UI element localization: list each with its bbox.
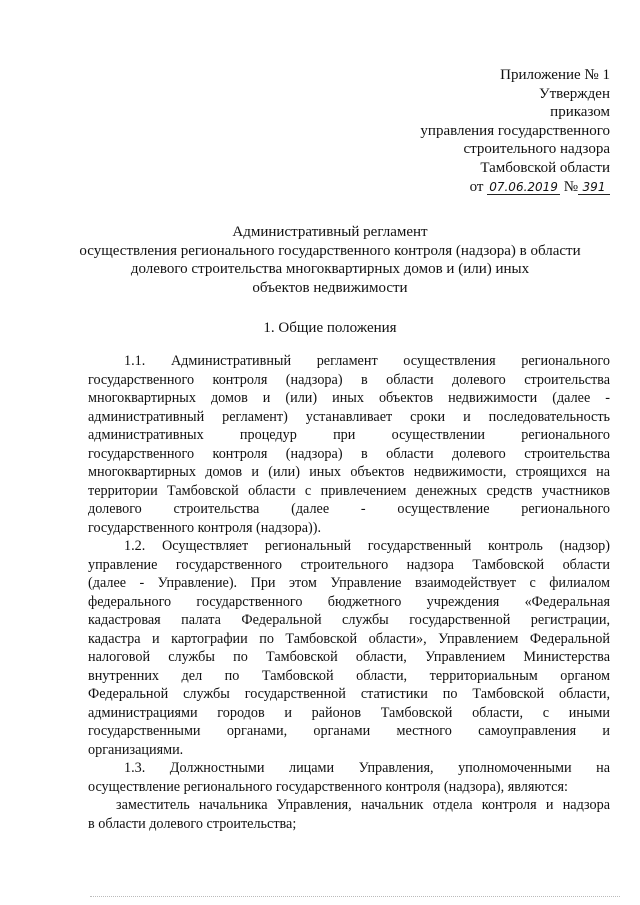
document-body — [88, 352, 610, 833]
paragraph-1-3 — [88, 759, 610, 796]
text-line: администрациями городов и районов Тамбовской области, с иными — [88, 704, 610, 721]
text-line: территории Тамбовской области с привлечением денежных средств участников — [88, 482, 610, 499]
authority-line-1: управления государственного — [420, 122, 610, 139]
text-line: многоквартирных домов и (или) иных объектов недвижимости, строящихся на — [88, 464, 610, 480]
number-label: № — [563, 178, 578, 195]
from-label: от — [469, 178, 484, 195]
text-line: в области долевого строительства; — [88, 815, 297, 832]
order-label: приказом — [550, 104, 610, 121]
text-line: управление государственного строительного надзора Тамбовской области — [88, 556, 610, 573]
text-line: внутренних дел по Тамбовской области, территориальным органом — [88, 667, 610, 684]
text-line: многоквартирных домов и (или) иных объектов недвижимости (далее - — [88, 390, 610, 406]
text-line: кадастровая палата Федеральной службы государственной регистрации, — [88, 612, 610, 628]
text-line: долевого строительства (далее - осуществление регионального — [88, 501, 610, 517]
title-line: осуществления регионального государственного контроля (надзора) в области — [79, 242, 581, 259]
text-line: 1.2. Осуществляет региональный государственный контроль (надзор) — [124, 538, 610, 554]
text-line: государственными органами, органами местного самоуправления и — [88, 723, 610, 739]
text-line: 1.1. Административный регламент осуществления регионального — [124, 353, 610, 369]
text-line: 1.3. Должностными лицами Управления, уполномоченными на — [124, 760, 610, 776]
text-line: налоговой службы по Тамбовской области, Управлением Министерства — [88, 649, 610, 665]
document-title — [60, 223, 600, 297]
text-line: (далее - Управление). При этом Управление взаимодействует с филиалом — [88, 575, 610, 591]
text-line: Федеральной службы государственной статистики по Тамбовской области, — [88, 686, 610, 702]
text-line: федерального государственного бюджетного учреждения «Федеральная — [88, 593, 610, 610]
text-line: административный регламент) устанавливает сроки и последовательность — [88, 408, 610, 425]
text-line: организациями. — [88, 741, 184, 758]
approved-label: Утвержден — [538, 85, 610, 102]
title-line: Административный регламент — [232, 224, 428, 240]
text-line: осуществление регионального государственного контроля (надзора), являются: — [88, 778, 568, 795]
title-line: долевого строительства многоквартирных домов и (или) иных — [130, 261, 530, 278]
text-line: кадастра и картографии по Тамбовской области», Управлением Федеральной — [88, 630, 610, 647]
order-date-number — [420, 178, 610, 197]
handwritten-date: 07.06.2019 — [489, 179, 558, 194]
approval-block — [420, 66, 610, 196]
text-line: государственного контроля (надзора)). — [88, 519, 322, 536]
text-line: административных процедур при осуществлении регионального — [88, 427, 610, 443]
authority-line-2: строительного надзора — [463, 141, 610, 158]
text-line: заместитель начальника Управления, начальник отдела контроля и надзора — [116, 797, 610, 813]
title-line: объектов недвижимости — [252, 279, 408, 296]
handwritten-number: 391 — [578, 180, 610, 195]
text-line: государственного контроля (надзора) в области долевого строительства — [88, 445, 610, 462]
appendix-label: Приложение № 1 — [500, 67, 610, 83]
section-heading: 1. Общие положения — [263, 320, 397, 336]
paragraph-1-2 — [88, 537, 610, 759]
text-line: государственного контроля (надзора) в области долевого строительства — [88, 371, 610, 388]
paragraph-1-1 — [88, 352, 610, 537]
paragraph-officials — [88, 796, 610, 833]
scan-footer-artifact — [90, 896, 620, 899]
authority-line-3: Тамбовской области — [480, 159, 610, 176]
